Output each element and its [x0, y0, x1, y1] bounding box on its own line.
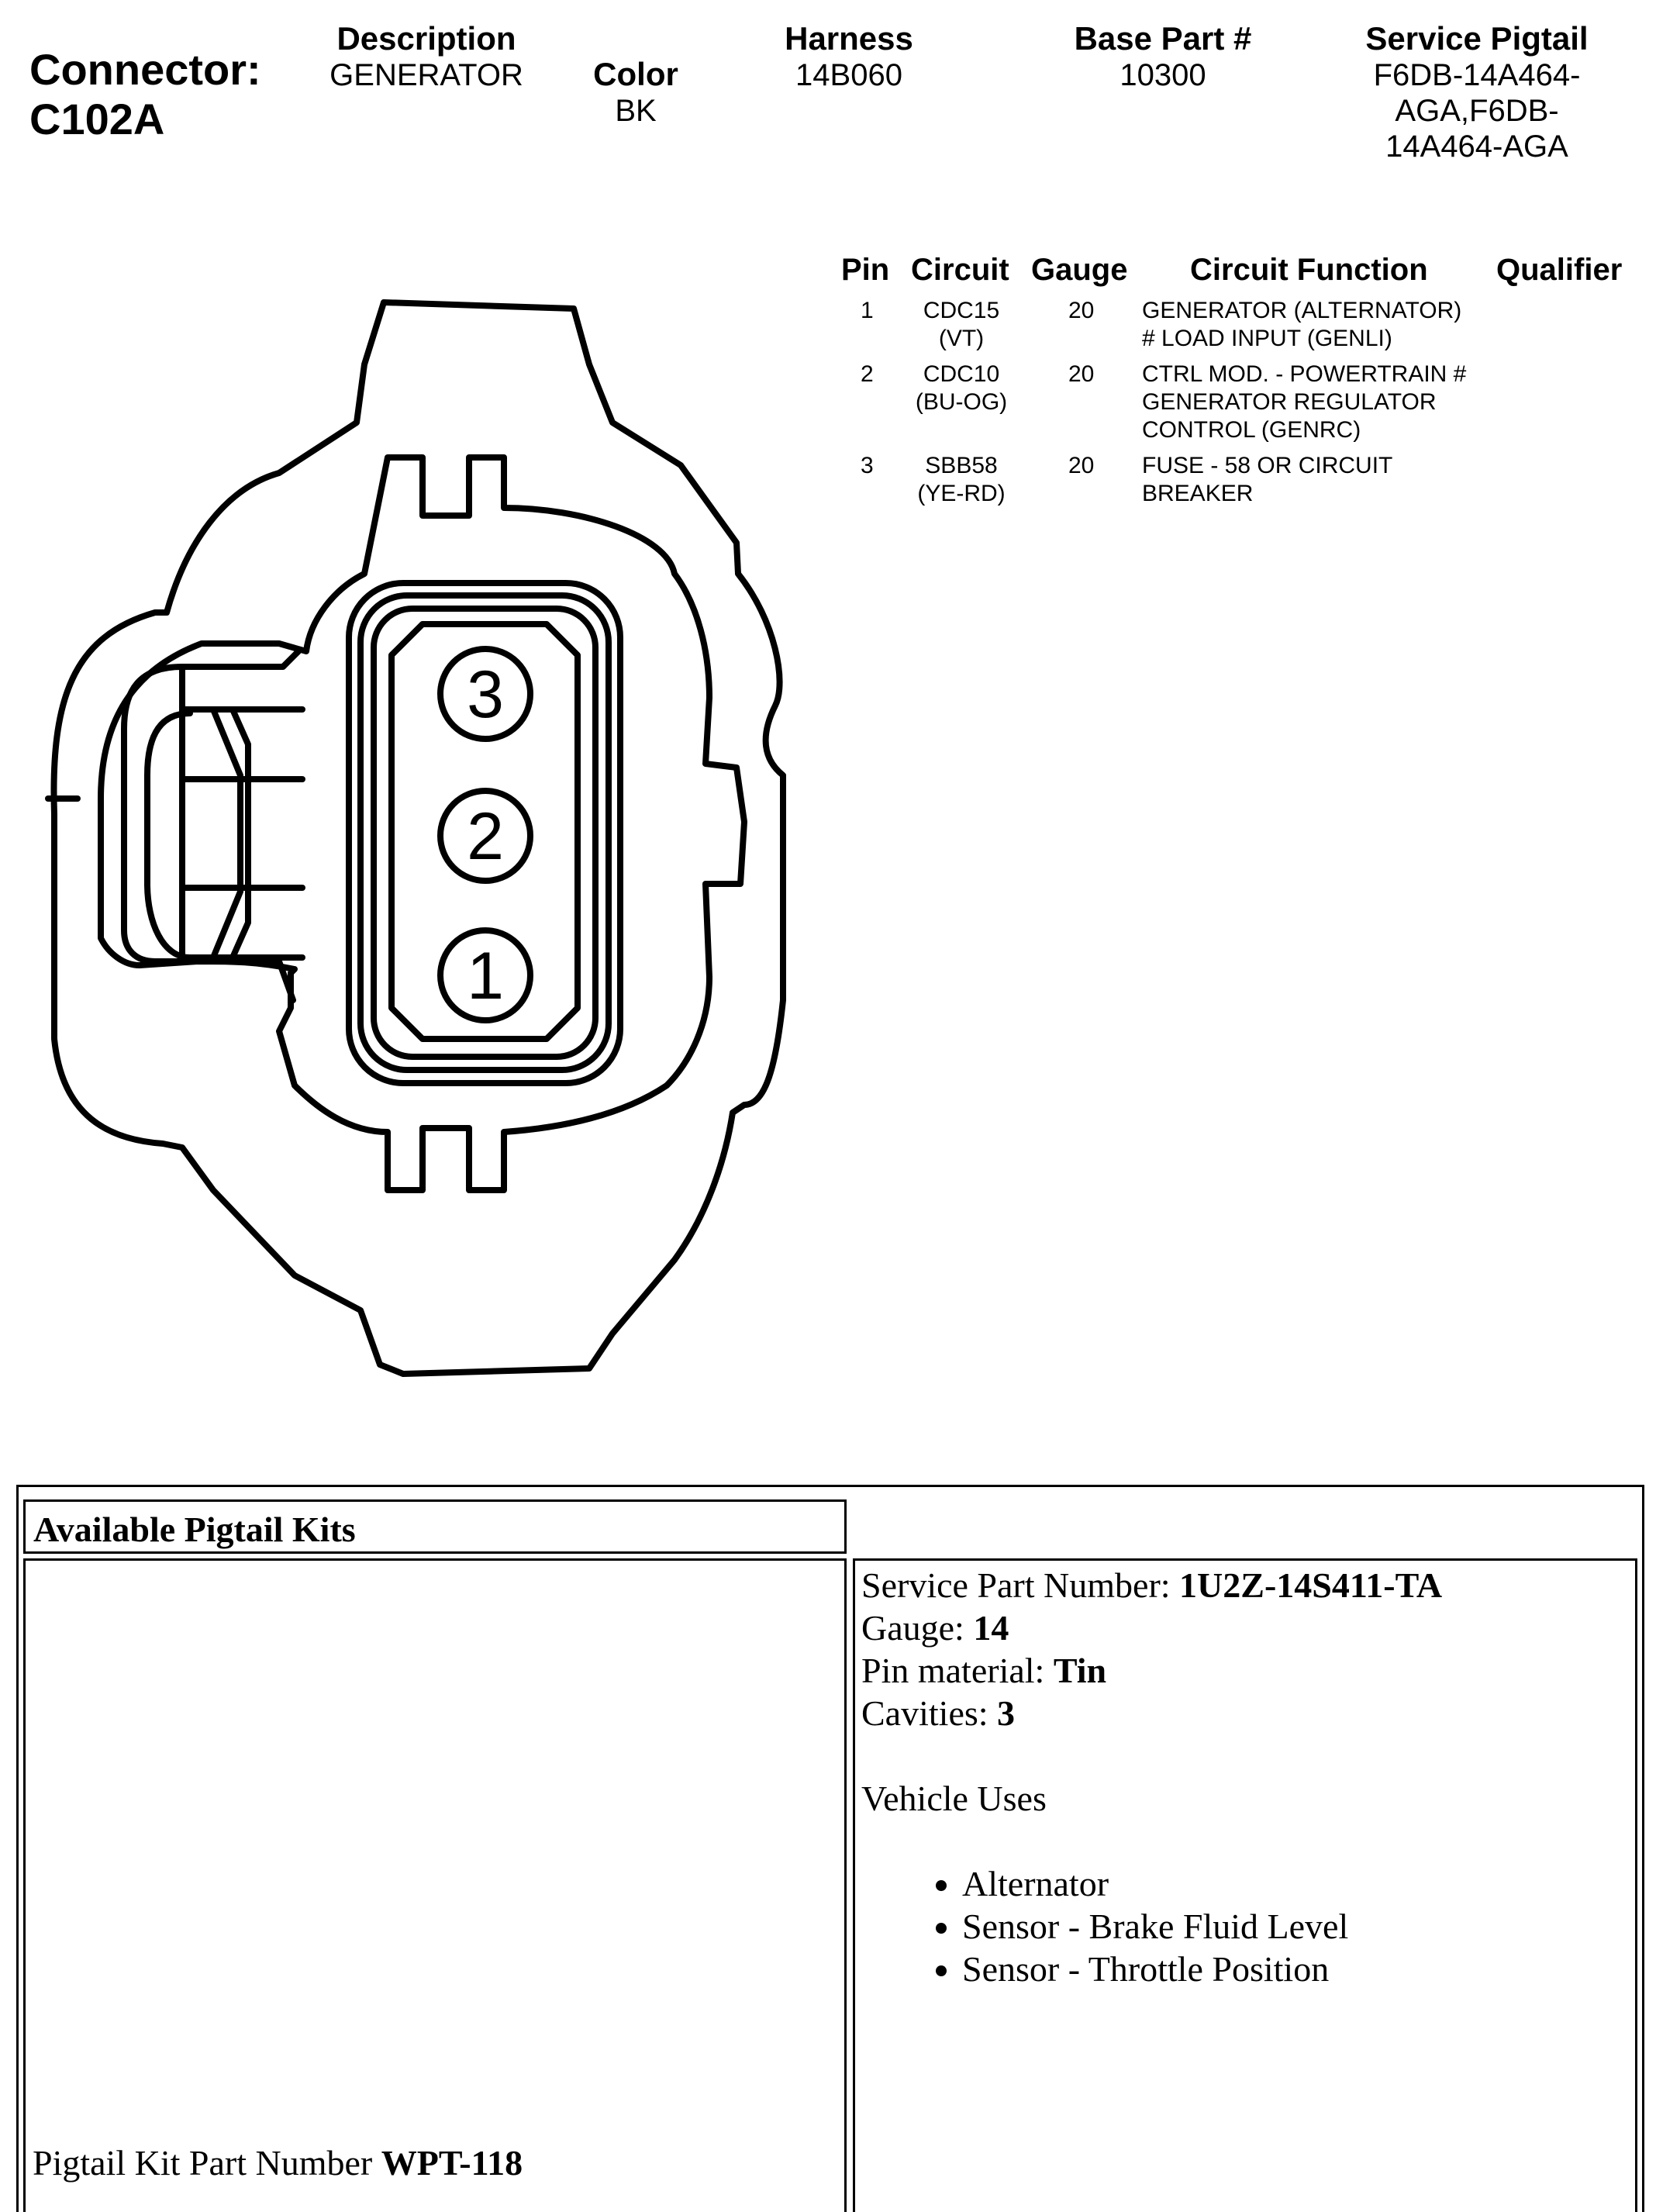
circuit-function-header: Circuit Function — [1190, 253, 1428, 287]
list-item: • Sensor - Brake Fluid Level — [962, 1905, 1635, 1948]
pin-material-value: Tin — [1053, 1651, 1107, 1690]
kit-part-label: Pigtail Kit Part Number — [33, 2143, 381, 2183]
function-line: BREAKER — [1142, 481, 1254, 506]
harness-value: 14B060 — [795, 58, 902, 92]
function-line: GENERATOR REGULATOR — [1142, 389, 1437, 415]
latch-tab — [213, 709, 240, 958]
base-part-label: Base Part # — [1074, 20, 1252, 57]
circuit-header: Circuit — [911, 253, 1009, 287]
cavities-value: 3 — [997, 1693, 1016, 1733]
table-row-pin: 3 — [861, 453, 874, 478]
connector-label: Connector: — [29, 45, 261, 94]
function-line: GENERATOR (ALTERNATOR) — [1142, 298, 1462, 323]
pigtail-kit-image-cell — [23, 1558, 847, 2212]
pin-material-label: Pin material: — [861, 1651, 1054, 1690]
list-item: • Alternator — [962, 1862, 1635, 1905]
color-value: BK — [615, 94, 657, 128]
pin-2-label: 2 — [467, 799, 504, 874]
connector-title — [29, 45, 261, 144]
housing-outline — [53, 302, 783, 1374]
description-column — [310, 20, 543, 93]
circuit-color: (BU-OG) — [915, 389, 1008, 415]
harness-label: Harness — [785, 20, 913, 57]
service-part-label: Service Part Number: — [861, 1565, 1180, 1605]
service-pigtail-label: Service Pigtail — [1365, 20, 1589, 57]
pigtail-kits-title: Available Pigtail Kits — [33, 1510, 356, 1549]
gauge-value: 14 — [973, 1608, 1009, 1648]
circuit-code: SBB58 — [925, 453, 998, 478]
circuit-color: (VT) — [938, 326, 985, 351]
table-row-pin: 2 — [861, 361, 874, 387]
gauge-line — [861, 1606, 1635, 1649]
description-label: Description — [336, 20, 516, 57]
pin-3-label: 3 — [467, 657, 504, 732]
cavities-line — [861, 1692, 1635, 1734]
vehicle-uses-heading: Vehicle Uses — [861, 1779, 1047, 1818]
description-value: GENERATOR — [329, 58, 523, 92]
kit-part-value: WPT-118 — [381, 2143, 523, 2183]
harness-column — [733, 20, 965, 93]
connector-face-diagram — [0, 279, 830, 1396]
list-item: • Sensor - Throttle Position — [962, 1948, 1635, 1990]
table-row-circuit — [899, 452, 1023, 508]
pin-material-line — [861, 1649, 1635, 1692]
table-row-gauge: 20 — [1068, 453, 1095, 478]
qualifier-header: Qualifier — [1496, 253, 1623, 287]
service-pigtail-line: F6DB-14A464- — [1373, 58, 1581, 92]
pin-1-label: 1 — [467, 939, 504, 1013]
pigtail-kits-title-cell — [23, 1499, 847, 1554]
circuit-color: (YE-RD) — [917, 481, 1006, 506]
pigtail-kit-part-number — [33, 2141, 523, 2184]
service-pigtail-line: 14A464-AGA — [1385, 129, 1568, 164]
table-row-circuit — [899, 361, 1023, 416]
connector-id: C102A — [29, 95, 165, 143]
circuit-code: CDC15 — [923, 298, 1000, 323]
cavities-label: Cavities: — [861, 1693, 998, 1733]
service-part-value: 1U2Z-14S411-TA — [1179, 1565, 1443, 1605]
base-part-value: 10300 — [1120, 58, 1206, 92]
color-column — [566, 56, 706, 129]
gauge-header: Gauge — [1031, 253, 1128, 287]
vehicle-uses-list — [861, 1862, 1635, 1990]
table-row-gauge: 20 — [1068, 361, 1095, 387]
table-row-gauge: 20 — [1068, 298, 1095, 323]
service-pigtail-line: AGA,F6DB- — [1395, 94, 1559, 128]
pigtail-kit-details-cell — [853, 1558, 1637, 2212]
service-part-number-line — [861, 1564, 1635, 1606]
function-line: CONTROL (GENRC) — [1142, 417, 1361, 443]
table-row-pin: 1 — [861, 298, 874, 323]
pin-header: Pin — [841, 253, 890, 287]
function-line: CTRL MOD. - POWERTRAIN # — [1142, 361, 1467, 387]
function-line: FUSE - 58 OR CIRCUIT — [1142, 453, 1393, 478]
table-row-circuit — [899, 297, 1023, 353]
gauge-label: Gauge: — [861, 1608, 974, 1648]
table-row-function — [1142, 297, 1461, 353]
service-pigtail-column — [1333, 20, 1620, 164]
function-line: # LOAD INPUT (GENLI) — [1142, 326, 1392, 351]
table-row-function — [1142, 361, 1466, 444]
color-label: Color — [593, 56, 678, 92]
circuit-code: CDC10 — [923, 361, 1000, 387]
table-row-function — [1142, 452, 1392, 508]
base-part-column — [1039, 20, 1287, 93]
